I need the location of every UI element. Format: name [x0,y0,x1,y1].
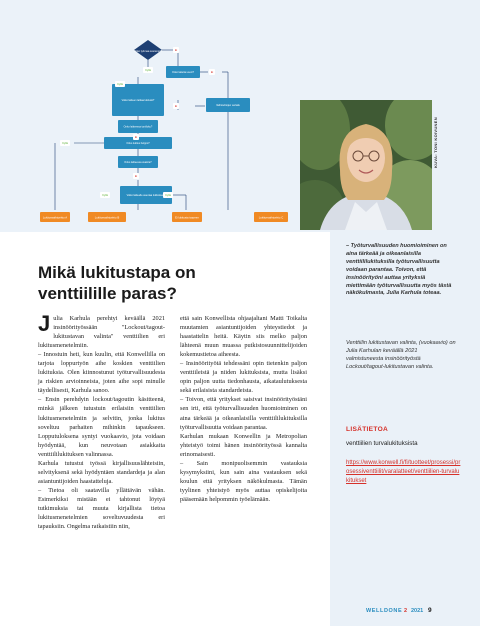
yes-tag-label: Kyllä [117,83,123,86]
photo-credit: KUVA: TONI KOIVUNEN [433,117,438,168]
info-link[interactable]: https://www.konwell.fi/fi/tuotteet/prosessi/prosessiventtiilit/varalatteet/venttiilien-turvalukitukset [346,460,461,484]
paragraph: – Sain monipuolisemmin vastauksia kysymyksiini, kun sain aina vastauksen sekä koulun että yrityksen näkökulmasta. Tämän tyylinen yhteistyö myös auttaa opiskelijoita pääsemään helpommin työelämään. [180,459,307,503]
flowchart-endpoint-label: Lukitusvaihtoehto A [42,215,68,220]
flowchart-endpoint-label: Ei lukitusta tarpeen [175,215,199,220]
no-tag-label: Ei [134,175,138,178]
flowchart-box-label: Voiko laitteelle asentaa lukituksen? [126,194,166,197]
flowchart [0,0,330,232]
drop-cap: J [38,311,51,336]
no-tag-label: Ei [210,71,214,74]
flowchart-box-label: Onko laitteessa tuntiluku? [123,125,153,129]
article-column-2 [180,314,307,504]
paragraph: Karhula tutustui työssä kirjallisuuslähteisiin, selvityksenä sekä hyödyntäen standardeja ja alan asiantuntijoiden haastatteluja. [38,459,165,485]
info-text: venttiilien turvalukituksista [346,440,418,447]
flowchart-box-label: Vaihtoehtojen vertailu [216,104,240,107]
paragraph: – Insinöörityötä tehdessäni opin tietenkin paljon venttiileistä ja niiden lukituksista, mutta lisäksi opin paljon uutta tiedonhausta, aikataulutuksesta sekä erilaisista standardeista. [180,360,307,395]
issue-year: 2021 [411,608,424,614]
flowchart-caption: Venttiilin lukitustavan valinta, (vuokaavio) on Julia Karhulan keväällä 2021 valmistuneesta insinöörityöstä Lockout/tagout-lukitustavan valinta. [346,340,456,370]
article-headline: Mikä lukitustapa on venttiilille paras? [38,263,196,303]
yes-tag-label: Kyllä [165,194,171,197]
no-tag-label: Ei [134,136,138,139]
sidebar-panel [330,0,480,626]
paragraph: Karhulan mukaan Konwellin ja Metropolian yhteistyö toimi hänen insinöörityössä kannalta erinomaisesti. [180,432,307,458]
yes-tag-label: Kyllä [102,194,108,197]
flowchart-box-label: Onko lukitus helppo? [126,142,150,145]
pull-quote: – Työturvallisuuden huomioiminen on aina tärkeää ja oikeanlaisilla venttiililukituksilla työturvallisuutta voidaan parantaa. Toivon, että insinöörityöni auttaa yrityksiä miettimään työturvallisuutta myös tästä näkökulmasta, Julia Karhula toteaa. [346,243,452,297]
yes-tag-label: Kyllä [145,69,151,72]
page-number: 9 [428,607,432,614]
flowchart-area [0,0,330,232]
no-tag-label: Ei [174,49,178,52]
flowchart-box-label: Onko laitetta usein? [171,71,195,74]
yes-tag-label: Kyllä [62,142,68,145]
paragraph: – Innostuin heti, kun kuulin, että Konwellilla on tarjota loppurtyön aihe koskien venttiilien lukituksia. Olen kiinnostunut työturvallisuudesta ja riskien arvioinneista, joten aihe sopi minulle täydellisesti, Karhula sanoo. [38,351,165,395]
paragraph: – Tietoa oli saatavilla yllättävän vähän. Esimerkiksi mistään ei tahtonut löytyä tutkimuksia tai muuta kirjallista tietoa lukitusmenetelmien soveltuvuudesta eri tapauksiin. Ongelma ratkaistiin niin, [38,486,165,531]
issue-number: 2 [404,608,408,614]
flowchart-box-label: Onko laitteessa avainta? [124,161,152,164]
portrait-photo [300,100,432,230]
article-column-1 [38,311,165,531]
paragraph: – Toivon, että yritykset saisivat insinöörityöstäni sen irti, että työturvallisuuden huomioiminen on aina tärkeää ja oikeanlaisilla venttiililukituksilla työturvallisuutta voidaan parantaa. [180,396,307,431]
paragraph: – Ensin perehdyin lockout/tagoutin käsitteenä, minkä jälkeen tutustuin erilaisiin venttiilien lukitusmenetelmiin ja selvitin, jonka lukitus soveltuu parhaiten mihinkin tapaukseen. Lopputuloksena syntyi vuokaavio, jota voidaan hyödyntää, kun neuvotaan asiakkaita venttiililukituksen valinnassa. [38,396,165,458]
magazine-brand: WELLDONE [366,608,403,614]
flowchart-box-label: Voiko laitteen laittaa lukitusti? [121,99,155,102]
paragraph: ulia Karhula perehtyi keväällä 2021 insinöörityössään "Lockout/tagout-lukitustavan valinta" venttiilien eri lukitusmenetelmiin. [38,315,165,350]
paragraph: että sain Konwellista ohjaajaltani Matti Toikalta muutamien asiantuntijoiden yhteystiedot ja haastattelin heitä. Käytin siis melko paljon lähteenä muun muassa putkistosuunnittelijoiden kokemustietoa aiheesta. [180,315,307,359]
flowchart-start-label: Onko työmaa suurempi? [133,50,163,53]
flowchart-endpoint-label: Lukitusvaihtoehto C [258,215,284,220]
no-tag-label: Ei [174,105,178,108]
info-heading: LISÄTIETOA [346,426,389,433]
flowchart-endpoint-label: Lukitusvaihtoehto B [94,215,120,220]
